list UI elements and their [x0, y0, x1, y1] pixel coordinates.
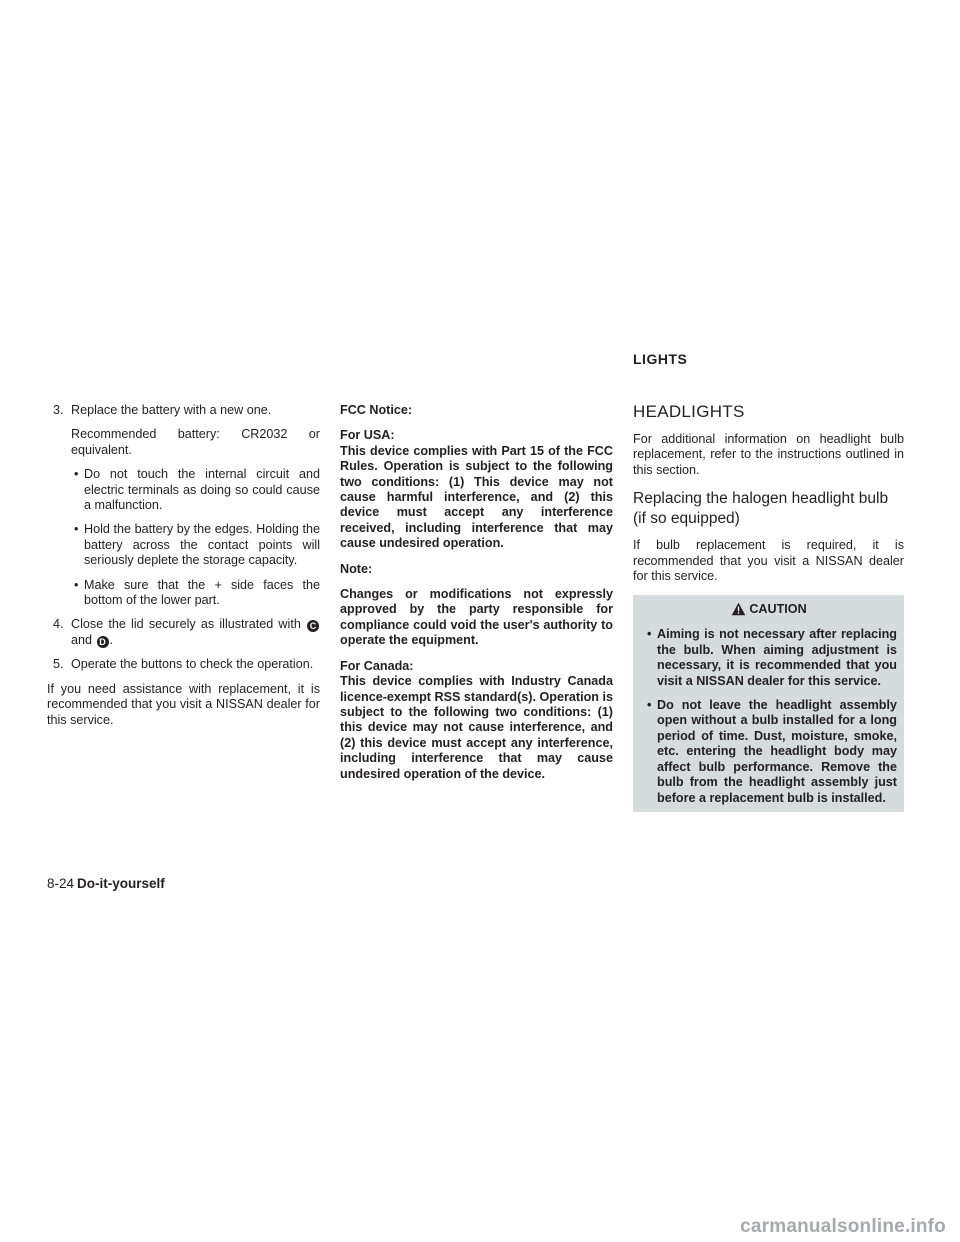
fcc-notice-column	[340, 403, 613, 792]
page-footer	[47, 876, 165, 891]
bullet-mark: •	[647, 627, 652, 642]
caution-item	[641, 698, 897, 806]
caution-box	[633, 595, 904, 811]
step-3	[47, 403, 320, 418]
headlights-body: If bulb replacement is required, it is recommended that you visit a NISSAN dealer for this service.	[633, 538, 904, 584]
for-usa-heading: For USA:	[340, 428, 395, 443]
step-text: Close the lid securely as illustrated with	[71, 617, 301, 632]
and-text: and	[71, 632, 93, 647]
watermark[interactable]: carmanualsonline.info	[740, 1216, 946, 1237]
subheading: Replacing the halogen headlight bulb (if so equipped)	[633, 490, 889, 528]
headlights-column	[633, 402, 904, 812]
bullet-mark: •	[74, 522, 79, 537]
bullet-text: Do not touch the internal circuit and electric terminals as doing so could cause a malfunction.	[84, 467, 320, 513]
bullet-text: Make sure that the + side faces the bottom of the lower part.	[84, 577, 320, 608]
callout-d-icon: D	[97, 636, 109, 648]
page-number: 8-24	[47, 876, 75, 891]
chapter-title: Do-it-yourself	[77, 876, 165, 891]
bullet-text: Hold the battery by the edges. Holding the battery across the contact points will seriously deplete the storage capacity.	[84, 522, 320, 568]
fcc-notice-heading: FCC Notice:	[340, 403, 413, 417]
callout-c-icon: C	[307, 620, 319, 632]
caution-title	[641, 601, 897, 617]
bullet-mark: •	[647, 698, 652, 713]
step-4	[47, 617, 320, 648]
step-5	[47, 657, 320, 672]
bullet-item	[47, 522, 320, 568]
recommended-battery: Recommended battery: CR2032 or equivalent.	[71, 427, 320, 457]
section-heading: LIGHTS	[633, 351, 688, 367]
step-number: 5.	[53, 657, 64, 672]
caution-text: Do not leave the headlight assembly open without a bulb installed for a long period of time. Dust, moisture, smoke, etc. entering the headlight body may affect bulb performance. Remove the bulb from the headlight assembly just before a replacement bulb is installed.	[657, 698, 897, 805]
step-number: 3.	[53, 403, 64, 417]
note-text: Changes or modifications not expressly approved by the party responsible for compliance could void the user's authority to operate the equipment.	[340, 587, 613, 648]
step-number: 4.	[53, 617, 64, 632]
warning-triangle-icon	[731, 602, 746, 616]
for-canada-heading: For Canada:	[340, 658, 414, 673]
bullet-mark: •	[74, 577, 79, 592]
battery-replacement-column	[47, 403, 320, 728]
headlights-heading: HEADLIGHTS	[633, 402, 745, 421]
bullet-item	[47, 467, 320, 513]
headlights-intro: For additional information on headlight bulb replacement, refer to the instructions outlined in this section.	[633, 432, 904, 477]
usa-text: This device complies with Part 15 of the FCC Rules. Operation is subject to the following two conditions: (1) This device may not cause harmful interference, and (2) this device must accept any interference received, including interference that may cause undesired operation.	[340, 443, 613, 551]
canada-text: This device complies with Industry Canada licence-exempt RSS standard(s). Operation is subject to the following two conditions: (1) this device may not cause interference, and (2) this device must accept any interference, including interference that may cause undesired operation of the device.	[340, 674, 613, 781]
bullet-item	[47, 578, 320, 609]
caution-text: Aiming is not necessary after replacing the bulb. When aiming adjustment is necessary, it is recommended that you visit a NISSAN dealer for this service.	[657, 627, 897, 688]
bullet-mark: •	[74, 467, 79, 482]
caution-label: CAUTION	[749, 602, 807, 617]
step-text: Operate the buttons to check the operation.	[71, 657, 314, 672]
closing-paragraph: If you need assistance with replacement, it is recommended that you visit a NISSAN dealer for this service.	[47, 681, 320, 727]
period: .	[109, 632, 114, 647]
caution-item	[641, 627, 897, 689]
note-heading: Note:	[340, 561, 373, 576]
step-text: Replace the battery with a new one.	[71, 403, 272, 417]
